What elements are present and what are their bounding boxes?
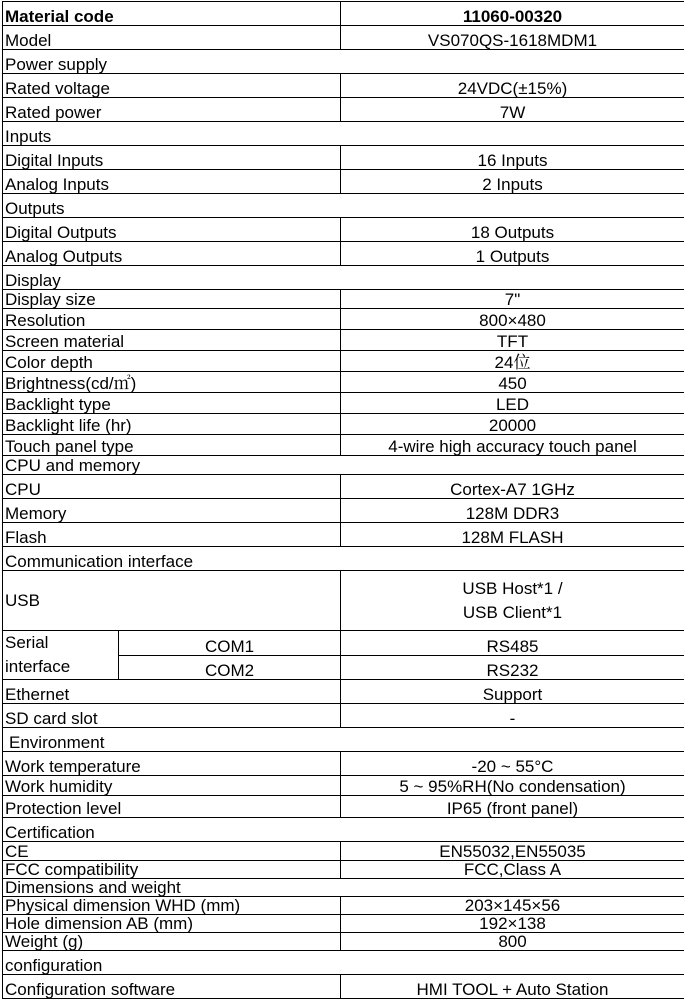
row-resolution: [3, 309, 684, 330]
row-ethernet: [3, 680, 684, 704]
ethernet-label: Ethernet: [3, 680, 341, 704]
spec-table: [2, 1, 684, 999]
row-protection-level: [3, 796, 684, 818]
row-rated-voltage: [3, 74, 684, 98]
color-depth-label: Color depth: [3, 351, 341, 372]
analog-inputs-value: 2 Inputs: [341, 170, 684, 194]
section-communication: [3, 547, 684, 571]
weight-value: 800: [341, 933, 684, 951]
rated-voltage-value: 24VDC(±15%): [341, 74, 684, 98]
hole-dimension-value: 192×138: [341, 915, 684, 933]
analog-outputs-value: 1 Outputs: [341, 242, 684, 266]
row-display-size: [3, 290, 684, 309]
rated-voltage-label: Rated voltage: [3, 74, 341, 98]
row-usb: [3, 571, 684, 631]
digital-inputs-value: 16 Inputs: [341, 146, 684, 170]
row-memory: [3, 499, 684, 523]
cpu-label: CPU: [3, 475, 341, 499]
row-hole-dimension: [3, 915, 684, 933]
com2-port: COM2: [119, 655, 341, 680]
section-inputs: [3, 122, 684, 146]
serial-label-line1: Serial: [5, 631, 118, 655]
work-humidity-label: Work humidity: [3, 776, 341, 796]
section-cpu-memory: [3, 456, 684, 475]
ce-label: CE: [3, 842, 341, 861]
row-touch-panel: [3, 435, 684, 456]
usb-value: [341, 571, 684, 631]
section-dimensions-weight: [3, 879, 684, 897]
row-model: [3, 26, 684, 50]
rated-power-label: Rated power: [3, 98, 341, 122]
backlight-type-value: LED: [341, 393, 684, 414]
screen-material-label: Screen material: [3, 330, 341, 351]
memory-label: Memory: [3, 499, 341, 523]
display-size-value: 7": [341, 290, 684, 309]
model-label: Model: [3, 26, 341, 50]
row-work-humidity: [3, 776, 684, 796]
backlight-life-label: Backlight life (hr): [3, 414, 341, 435]
ce-value: EN55032,EN55035: [341, 842, 684, 861]
flash-value: 128M FLASH: [341, 523, 684, 547]
backlight-type-label: Backlight type: [3, 393, 341, 414]
brightness-label: Brightness(cd/㎡): [3, 372, 341, 393]
color-depth-value: 24位: [341, 351, 684, 372]
section-display: [3, 266, 684, 290]
com1-port: COM1: [119, 631, 341, 656]
section-title: Display: [3, 266, 684, 290]
section-title: Communication interface: [3, 547, 684, 571]
row-material-code: [3, 2, 684, 26]
weight-label: Weight (g): [3, 933, 341, 951]
row-physical-dimension: [3, 897, 684, 915]
digital-inputs-label: Digital Inputs: [3, 146, 341, 170]
row-work-temperature: [3, 752, 684, 776]
analog-outputs-label: Analog Outputs: [3, 242, 341, 266]
memory-value: 128M DDR3: [341, 499, 684, 523]
row-color-depth: [3, 351, 684, 372]
sd-card-label: SD card slot: [3, 704, 341, 728]
cpu-value: Cortex-A7 1GHz: [341, 475, 684, 499]
touch-panel-value: 4-wire high accuracy touch panel: [341, 435, 684, 456]
com2-value: RS232: [341, 655, 684, 680]
sd-card-value: -: [341, 704, 684, 728]
row-sd-card: [3, 704, 684, 728]
screen-material-value: TFT: [341, 330, 684, 351]
flash-label: Flash: [3, 523, 341, 547]
work-temperature-label: Work temperature: [3, 752, 341, 776]
section-title: CPU and memory: [3, 456, 684, 475]
row-flash: [3, 523, 684, 547]
digital-outputs-label: Digital Outputs: [3, 218, 341, 242]
section-title: Environment: [3, 728, 684, 752]
row-fcc: [3, 861, 684, 879]
section-title: Inputs: [3, 122, 684, 146]
usb-label: USB: [3, 571, 341, 631]
section-configuration: [3, 951, 684, 975]
section-certification: [3, 818, 684, 842]
protection-level-value: IP65 (front panel): [341, 796, 684, 818]
row-analog-inputs: [3, 170, 684, 194]
protection-level-label: Protection level: [3, 796, 341, 818]
section-title: configuration: [3, 951, 684, 975]
configuration-software-value: HMI TOOL + Auto Station: [341, 975, 684, 999]
analog-inputs-label: Analog Inputs: [3, 170, 341, 194]
section-outputs: [3, 194, 684, 218]
row-brightness: [3, 372, 684, 393]
usb-value-line1: USB Host*1 /: [341, 577, 684, 601]
row-weight: [3, 933, 684, 951]
section-environment: [3, 728, 684, 752]
ethernet-value: Support: [341, 680, 684, 704]
section-title: Certification: [3, 818, 684, 842]
section-title: Power supply: [3, 50, 684, 74]
row-configuration-software: [3, 975, 684, 999]
com1-value: RS485: [341, 631, 684, 656]
row-rated-power: [3, 98, 684, 122]
row-cpu: [3, 475, 684, 499]
backlight-life-value: 20000: [341, 414, 684, 435]
section-title: Outputs: [3, 194, 684, 218]
hole-dimension-label: Hole dimension AB (mm): [3, 915, 341, 933]
material-code-label: Material code: [3, 2, 341, 26]
row-serial-com1: [3, 631, 684, 656]
resolution-label: Resolution: [3, 309, 341, 330]
fcc-value: FCC,Class A: [341, 861, 684, 879]
section-power-supply: [3, 50, 684, 74]
section-title: Dimensions and weight: [3, 879, 684, 897]
rated-power-value: 7W: [341, 98, 684, 122]
work-temperature-value: -20 ~ 55°C: [341, 752, 684, 776]
serial-interface-label: [3, 631, 119, 680]
physical-dimension-value: 203×145×56: [341, 897, 684, 915]
display-size-label: Display size: [3, 290, 341, 309]
usb-value-line2: USB Client*1: [341, 601, 684, 625]
material-code-value: 11060-00320: [341, 2, 684, 26]
physical-dimension-label: Physical dimension WHD (mm): [3, 897, 341, 915]
row-digital-outputs: [3, 218, 684, 242]
resolution-value: 800×480: [341, 309, 684, 330]
row-screen-material: [3, 330, 684, 351]
row-ce: [3, 842, 684, 861]
fcc-label: FCC compatibility: [3, 861, 341, 879]
row-backlight-type: [3, 393, 684, 414]
serial-label-line2: interface: [5, 655, 118, 679]
row-backlight-life: [3, 414, 684, 435]
configuration-software-label: Configuration software: [3, 975, 341, 999]
digital-outputs-value: 18 Outputs: [341, 218, 684, 242]
touch-panel-label: Touch panel type: [3, 435, 341, 456]
work-humidity-value: 5 ~ 95%RH(No condensation): [341, 776, 684, 796]
model-value: VS070QS-1618MDM1: [341, 26, 684, 50]
row-digital-inputs: [3, 146, 684, 170]
brightness-value: 450: [341, 372, 684, 393]
row-analog-outputs: [3, 242, 684, 266]
